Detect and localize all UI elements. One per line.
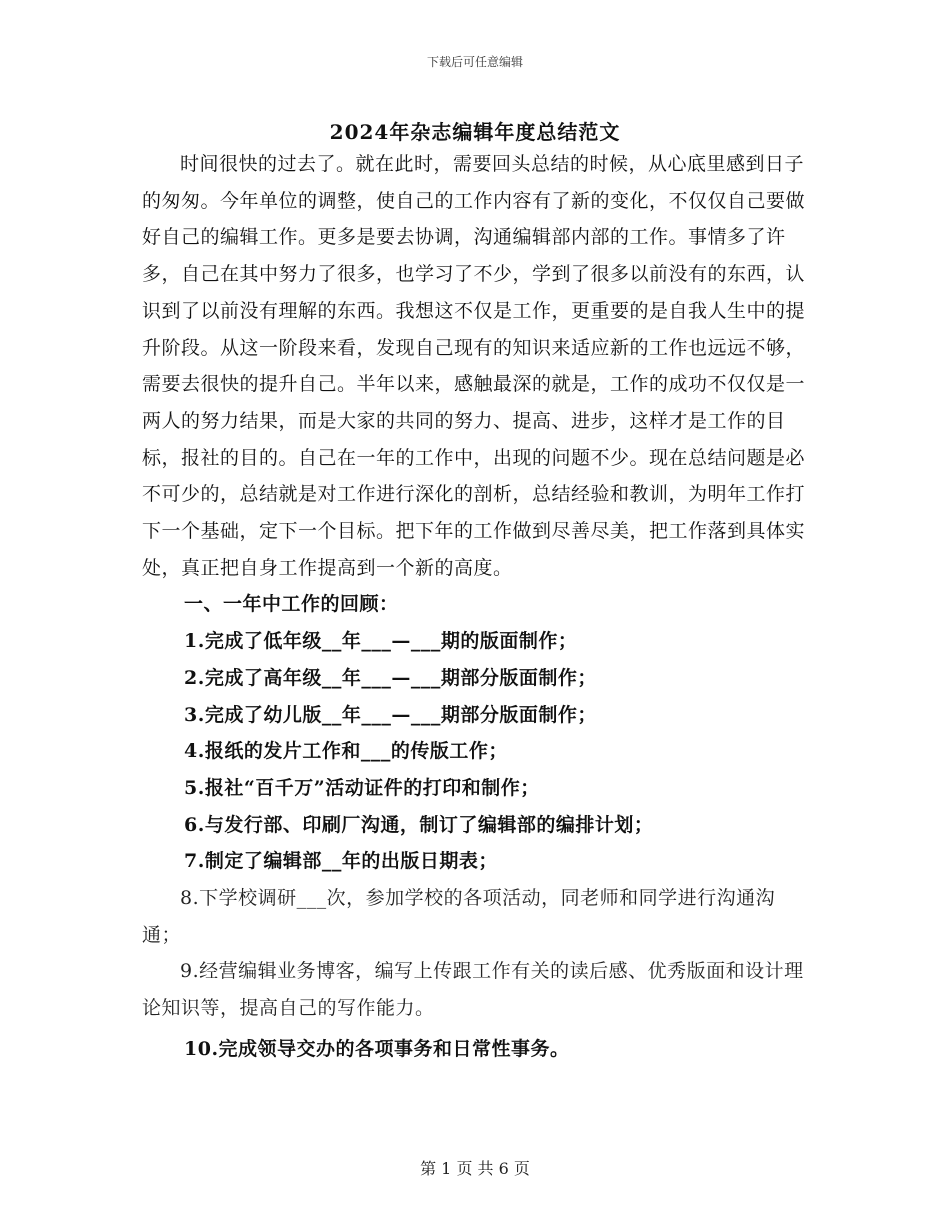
list-item-9: 9.经营编辑业务博客，编写上传跟工作有关的读后感、优秀版面和设计理论知识等，提高自己的写作能力。	[142, 960, 804, 1020]
intro-paragraph: 时间很快的过去了。就在此时，需要回头总结的时候，从心底里感到日子的匆匆。今年单位的调整，使自己的工作内容有了新的变化，不仅仅自己要做好自己的编辑工作。更多是要去协调，沟通编辑部内部的工作。事情多了许多，自己在其中努力了很多，也学习了不少，学到了很多以前没有的东西，认识到了以前没有理解的东西。我想这不仅是工作，更重要的是自我人生中的提升阶段。从这一阶段来看，发现自己现有的知识来适应新的工作也远远不够，需要去很快的提升自己。半年以来，感触最深的就是，工作的成功不仅仅是一两人的努力结果，而是大家的共同的努力、提高、进步，这样才是工作的目标，报社的目的。自己在一年的工作中，出现的问题不少。现在总结问题是必不可少的，总结就是对工作进行深化的剖析，总结经验和教训，为明年工作打下一个基础，定下一个目标。把下年的工作做到尽善尽美，把工作落到具体实处，真正把自身工作提高到一个新的高度。	[142, 153, 806, 579]
list-item-5: 5.报社“百千万”活动证件的打印和制作；	[184, 776, 540, 799]
section-heading-review: 一、一年中工作的回顾：	[184, 593, 399, 616]
list-item-10: 10.完成领导交办的各项事务和日常性事务。	[184, 1037, 570, 1060]
document-title: 2024年杂志编辑年度总结范文	[329, 120, 621, 144]
document-body	[142, 146, 812, 1068]
list-item-7: 7.制定了编辑部__年的出版日期表；	[184, 850, 498, 873]
list-item-3: 3.完成了幼儿版__年___—___期部分版面制作；	[184, 703, 597, 726]
list-item-1: 1.完成了低年级__年___—___期的版面制作；	[184, 630, 578, 653]
page-number-footer: 第 1 页 共 6 页	[420, 1159, 530, 1178]
list-item-4: 4.报纸的发片工作和___的传版工作；	[184, 740, 508, 763]
page-header-note: 下载后可任意编辑	[426, 55, 523, 69]
list-item-2: 2.完成了高年级__年___—___期部分版面制作；	[184, 666, 597, 689]
list-item-8: 8.下学校调研___次，参加学校的各项活动，同老师和同学进行沟通沟通；	[142, 887, 776, 946]
list-item-6: 6.与发行部、印刷厂沟通，制订了编辑部的编排计划；	[184, 813, 654, 836]
